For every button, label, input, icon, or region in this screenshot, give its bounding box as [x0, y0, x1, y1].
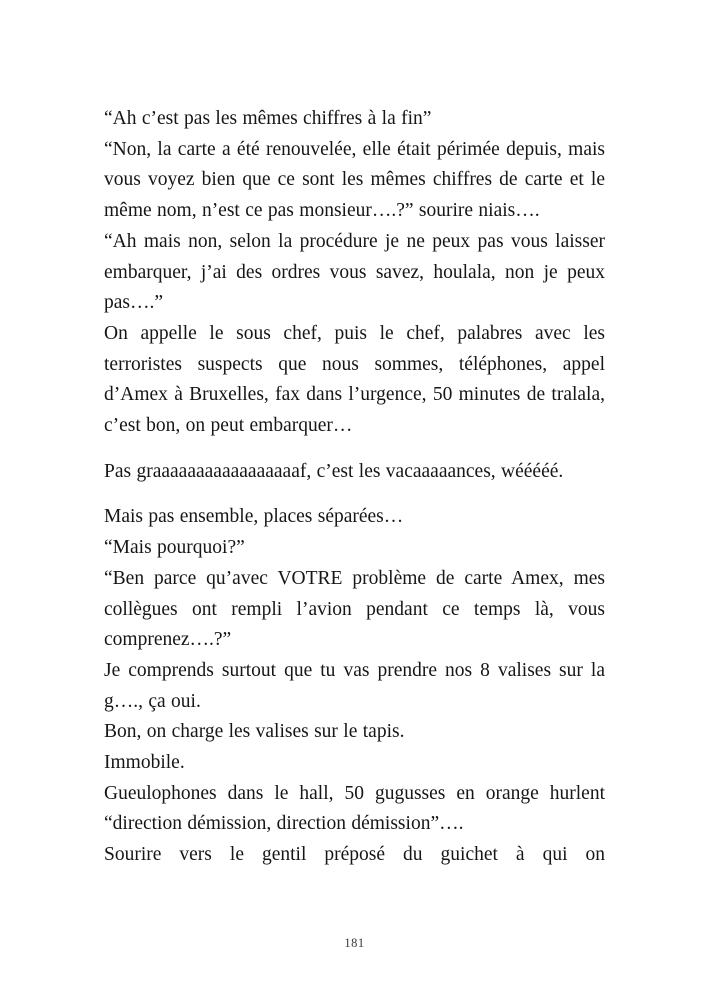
paragraph: Immobile.: [104, 752, 185, 774]
paragraph: Mais pas ensemble, places séparées…: [104, 506, 404, 528]
paragraph: Je comprends surtout que tu vas prendre nos 8 valises sur la g…., ça oui.: [104, 659, 605, 712]
paragraph: “Ah mais non, selon la procédure je ne peux pas vous laisser embarquer, j’ai des ordres vous savez, houlala, non je peux pas….”: [104, 230, 605, 314]
paragraph: On appelle le sous chef, puis le chef, palabres avec les terroristes suspects que nous sommes, téléphones, appel d’Amex à Bruxelles, fax dans l’urgence, 50 minutes de tralala, c’est bon, on peut embarquer…: [104, 322, 605, 437]
page-number: 181: [344, 936, 365, 950]
paragraph: “Ah c’est pas les mêmes chiffres à la fin”: [104, 108, 432, 129]
paragraph: Bon, on charge les valises sur le tapis.: [104, 721, 405, 743]
text-block: [104, 104, 605, 871]
paragraph: Gueulophones dans le hall, 50 gugusses en orange hurlent “direction démission, direction démission”….: [104, 782, 605, 835]
paragraph: Pas graaaaaaaaaaaaaaaaaf, c’est les vacaaaaances, wééééé.: [104, 460, 564, 482]
paragraph: Sourire vers le gentil préposé du guichet à qui on: [104, 844, 605, 866]
paragraph: “Ben parce qu’avec VOTRE problème de carte Amex, mes collègues ont rempli l’avion pendant ce temps là, vous comprenez….?”: [104, 567, 605, 651]
paragraph: “Mais pourquoi?”: [104, 537, 245, 559]
paragraph: “Non, la carte a été renouvelée, elle était périmée depuis, mais vous voyez bien que ce sont les mêmes chiffres de carte et le même nom, n’est ce pas monsieur….?” sourire niais….: [104, 138, 605, 222]
